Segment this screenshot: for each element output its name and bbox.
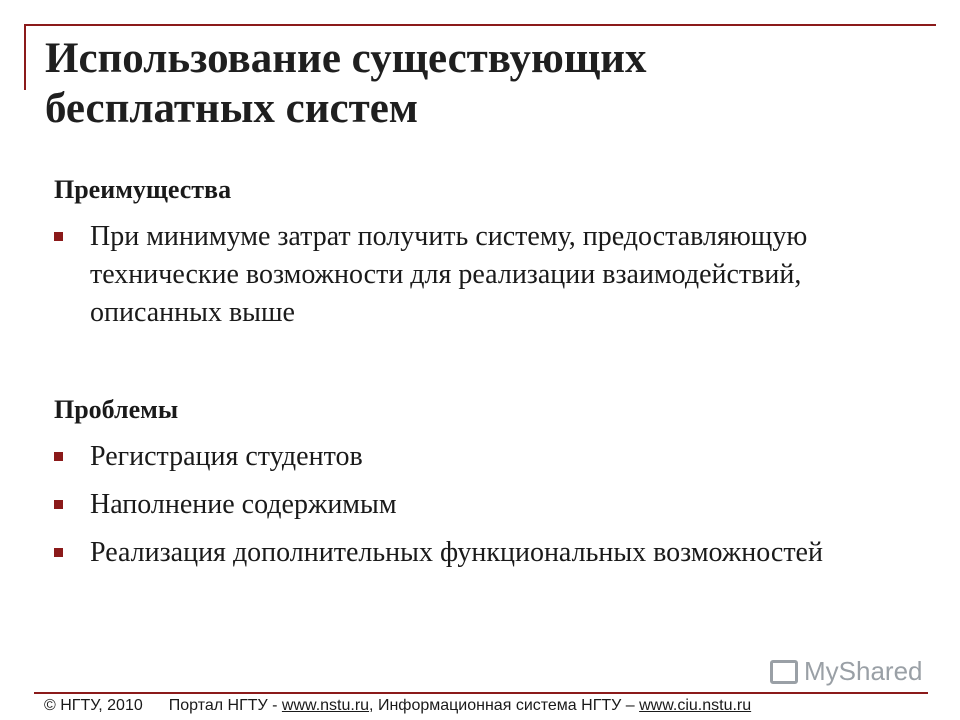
- list-item-text: При минимуме затрат получить систему, предоставляющую технические возможности для реализации взаимодействий, описанных выше: [90, 221, 808, 328]
- list-item-text: Реализация дополнительных функциональных возможностей: [90, 537, 823, 568]
- footer-copyright: © НГТУ, 2010: [44, 697, 143, 714]
- list-item: [54, 486, 914, 524]
- footer-is-link[interactable]: www.ciu.nstu.ru: [639, 697, 752, 714]
- bullet-square-icon: [54, 500, 63, 509]
- slide-title-line-2: бесплатных систем: [45, 85, 419, 132]
- footer-portal-prefix: Портал НГТУ -: [168, 697, 282, 714]
- bottom-rule: [34, 692, 928, 694]
- section-advantages: [54, 172, 914, 332]
- top-rule: [24, 24, 936, 26]
- footer-is-prefix: , Информационная система НГТУ –: [369, 697, 640, 714]
- problems-list: [54, 438, 914, 572]
- footer-portal-link[interactable]: www.nstu.ru: [281, 697, 370, 714]
- slide-title: [45, 34, 925, 134]
- bullet-square-icon: [54, 232, 63, 241]
- footer: [44, 695, 944, 717]
- list-item-text: Наполнение содержимым: [90, 489, 397, 520]
- bullet-square-icon: [54, 452, 63, 461]
- slide-content: [54, 172, 914, 572]
- monitor-icon: [770, 660, 798, 684]
- list-item-text: Регистрация студентов: [90, 441, 363, 472]
- list-item: [54, 218, 914, 332]
- list-item: [54, 534, 914, 572]
- section-heading-advantages: Преимущества: [54, 175, 232, 204]
- section-problems: [54, 392, 914, 572]
- bullet-square-icon: [54, 548, 63, 557]
- section-heading-problems: Проблемы: [54, 395, 179, 424]
- watermark: [770, 656, 923, 687]
- left-rule: [24, 24, 26, 90]
- advantages-list: [54, 218, 914, 332]
- list-item: [54, 438, 914, 476]
- watermark-text: MyShared: [804, 656, 923, 686]
- slide-title-line-1: Использование существующих: [45, 35, 647, 82]
